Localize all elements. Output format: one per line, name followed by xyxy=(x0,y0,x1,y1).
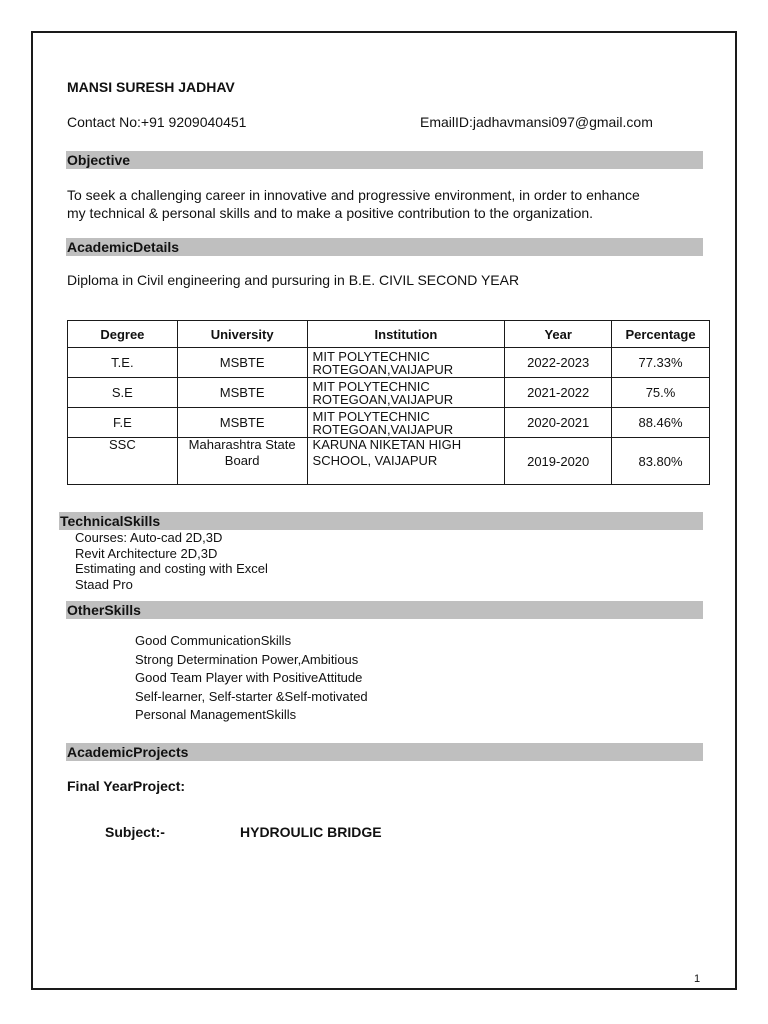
degree-cell: S.E xyxy=(68,378,178,408)
institution-line: ROTEGOAN,VAIJAPUR xyxy=(312,391,454,407)
academic-summary: Diploma in Civil engineering and pursuring in B.E. CIVIL SECOND YEAR xyxy=(67,272,520,288)
projects-heading: AcademicProjects xyxy=(66,743,703,761)
column-header: Degree xyxy=(68,321,178,348)
page-border xyxy=(31,31,737,990)
degree-cell: T.E. xyxy=(68,348,178,378)
academic-table xyxy=(67,320,710,485)
column-header: University xyxy=(177,321,307,348)
institution-cell xyxy=(307,438,505,485)
table-row xyxy=(68,408,710,438)
final-year-project-label: Final YearProject: xyxy=(67,778,186,794)
table-row xyxy=(68,438,710,485)
year-cell: 2019-2020 xyxy=(505,438,612,485)
table-header-row xyxy=(68,321,710,348)
university-cell: MSBTE xyxy=(177,378,307,408)
institution-line: ROTEGOAN,VAIJAPUR xyxy=(312,361,454,377)
institution-line: KARUNA NIKETAN HIGH xyxy=(312,437,462,452)
degree-cell: SSC xyxy=(68,438,178,485)
university-line: Maharashtra State xyxy=(188,437,296,452)
list-item: Strong Determination Power,Ambitious xyxy=(135,651,359,667)
institution-cell xyxy=(307,408,505,438)
percentage-cell: 77.33% xyxy=(612,348,710,378)
list-item: Personal ManagementSkills xyxy=(135,707,297,722)
page-number: 1 xyxy=(694,973,701,985)
column-header: Percentage xyxy=(612,321,710,348)
list-item: Staad Pro xyxy=(75,576,133,592)
other-skills-list xyxy=(135,632,368,725)
objective-text xyxy=(67,186,640,222)
subject-label: Subject:- xyxy=(105,824,165,840)
percentage-cell: 83.80% xyxy=(612,438,710,485)
list-item: Self-learner, Self-starter &Self-motivated xyxy=(135,688,368,704)
list-item: Estimating and costing with Excel xyxy=(75,561,268,576)
percentage-cell: 88.46% xyxy=(612,408,710,438)
table-row xyxy=(68,348,710,378)
academic-heading: AcademicDetails xyxy=(66,238,703,256)
list-item: Revit Architecture 2D,3D xyxy=(75,545,218,561)
subject-value: HYDROULIC BRIDGE xyxy=(240,824,382,840)
list-item: Courses: Auto-cad 2D,3D xyxy=(75,530,223,545)
other-skills-heading: OtherSkills xyxy=(66,601,703,619)
column-header: Institution xyxy=(307,321,505,348)
table-row xyxy=(68,378,710,408)
institution-cell xyxy=(307,348,505,378)
university-cell: MSBTE xyxy=(177,348,307,378)
institution-line: MIT POLYTECHNIC xyxy=(312,408,430,424)
column-header: Year xyxy=(505,321,612,348)
institution-line: MIT POLYTECHNIC xyxy=(312,378,430,394)
institution-line: ROTEGOAN,VAIJAPUR xyxy=(312,421,454,437)
university-cell xyxy=(177,438,307,485)
list-item: Good CommunicationSkills xyxy=(135,633,292,648)
objective-heading: Objective xyxy=(66,151,703,169)
technical-heading: TechnicalSkills xyxy=(59,512,703,530)
percentage-cell: 75.% xyxy=(612,378,710,408)
year-cell: 2022-2023 xyxy=(505,348,612,378)
year-cell: 2020-2021 xyxy=(505,408,612,438)
candidate-name: MANSI SURESH JADHAV xyxy=(67,79,235,95)
technical-skills-list xyxy=(75,530,268,592)
year-cell: 2021-2022 xyxy=(505,378,612,408)
objective-line: To seek a challenging career in innovative and progressive environment, in order to enhance xyxy=(67,187,640,203)
contact-number: Contact No:+91 9209040451 xyxy=(67,114,247,130)
university-line: Board xyxy=(224,453,260,468)
institution-line: SCHOOL, VAIJAPUR xyxy=(312,453,438,468)
institution-cell xyxy=(307,378,505,408)
list-item: Good Team Player with PositiveAttitude xyxy=(135,670,363,685)
degree-cell: F.E xyxy=(68,408,178,438)
institution-line: MIT POLYTECHNIC xyxy=(312,348,430,364)
email-address: EmailID:jadhavmansi097@gmail.com xyxy=(420,114,653,130)
objective-line: my technical & personal skills and to make a positive contribution to the organization. xyxy=(67,205,594,221)
university-cell: MSBTE xyxy=(177,408,307,438)
